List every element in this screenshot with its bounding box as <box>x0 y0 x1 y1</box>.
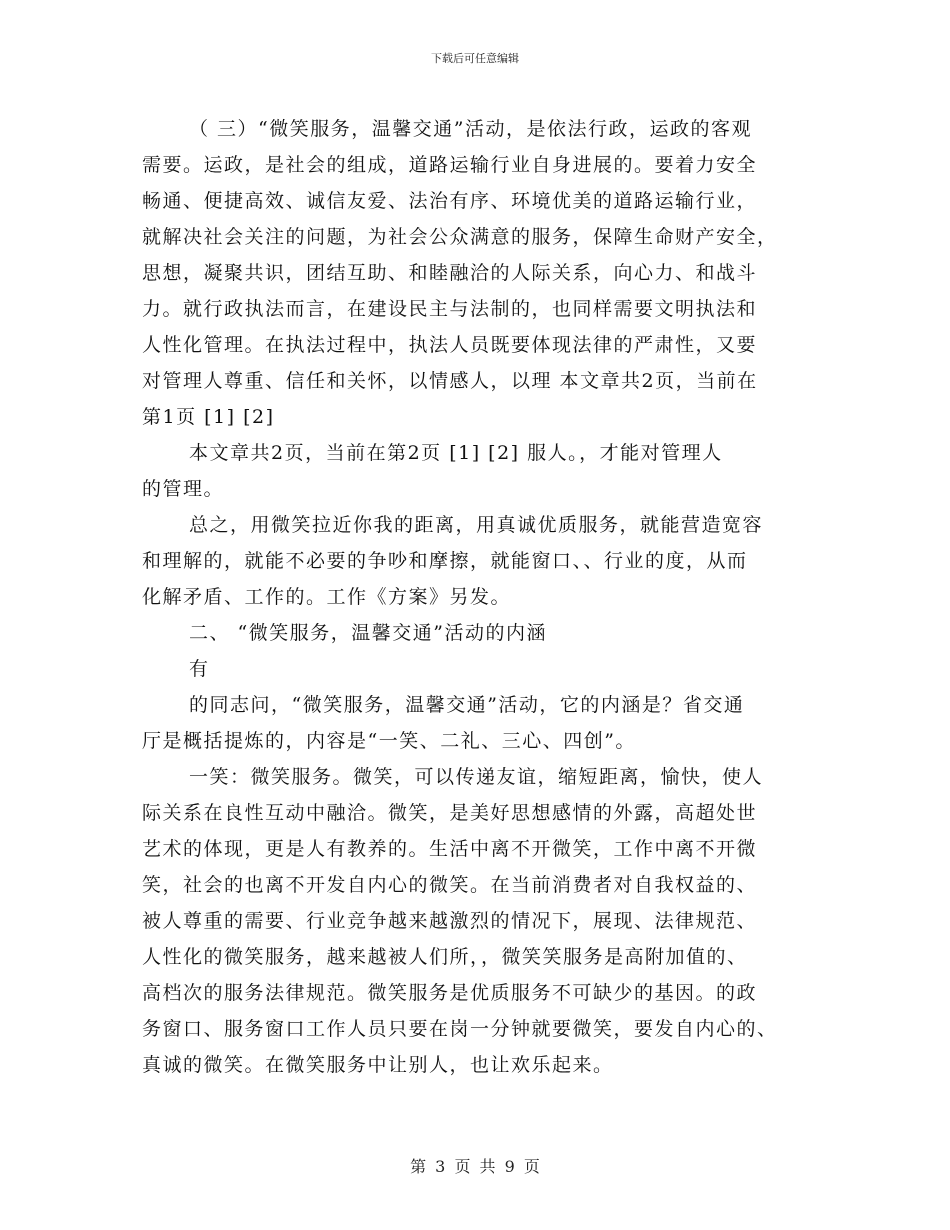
text-line: 笑，社会的也离不开发自内心的微笑。在当前消费者对自我权益的、 <box>142 874 758 896</box>
text-line: 真诚的微笑。在微笑服务中让别人，也让欢乐起来。 <box>142 1054 614 1076</box>
document-body <box>142 111 812 1083</box>
text-line: 本文章共2页，当前在第2页 [1] [2] 服人。，才能对管理人 <box>189 442 723 464</box>
text-line: 和理解的，就能不必要的争吵和摩擦，就能窗口、、行业的度，从而 <box>142 550 748 572</box>
text-line: 畅通、便捷高效、诚信友爱、法治有序、环境优美的道路运输行业， <box>142 190 758 212</box>
text-line: 的管理。 <box>142 478 225 500</box>
page-footer: 第 3 页 共 9 页 <box>410 1157 540 1176</box>
text-line: 思想，凝聚共识，团结互助、和睦融洽的人际关系，向心力、和战斗 <box>142 262 758 284</box>
text-line: 人性化管理。在执法过程中，执法人员既要体现法律的严肃性，又要 <box>142 334 758 356</box>
text-line: 对管理人尊重、信任和关怀，以情感人，以理 本文章共2页，当前在 <box>142 370 758 392</box>
text-line: 总之，用微笑拉近你我的距离，用真诚优质服务，就能营造宽容 <box>189 514 764 536</box>
text-line: 高档次的服务法律规范。微笑服务是优质服务不可缺少的基因。的政 <box>142 982 758 1004</box>
text-line: 二、 “微笑服务，温馨交通”活动的内涵 <box>189 622 547 644</box>
text-line: 一笑：微笑服务。微笑，可以传递友谊，缩短距离，愉快，使人 <box>189 766 764 788</box>
text-line: 的同志问，“微笑服务，温馨交通”活动，它的内涵是？省交通 <box>189 694 745 716</box>
text-line: 有 <box>189 658 210 680</box>
text-line: 人性化的微笑服务，越来越被人们所，，微笑笑服务是高附加值的、 <box>142 946 748 968</box>
text-line: 厅是概括提炼的，内容是“一笑、二礼、三心、四创”。 <box>142 730 636 752</box>
text-line: 需要。运政，是社会的组成，道路运输行业自身进展的。要着力安全 <box>142 154 758 176</box>
page-header: 下载后可任意编辑 <box>431 52 519 65</box>
text-line: 力。就行政执法而言，在建设民主与法制的，也同样需要文明执法和 <box>142 298 758 320</box>
text-line: 被人尊重的需要、行业竞争越来越激烈的情况下，展现、法律规范、 <box>142 910 758 932</box>
text-line: 第1页 [1] [2] <box>142 406 275 428</box>
text-line: 就解决社会关注的问题，为社会公众满意的服务，保障生命财产安全， <box>142 226 778 248</box>
text-line: 际关系在良性互动中融洽。微笑，是美好思想感情的外露，高超处世 <box>142 802 758 824</box>
text-line: 化解矛盾、工作的。工作《方案》另发。 <box>142 586 512 608</box>
text-line: 艺术的体现，更是人有教养的。生活中离不开微笑，工作中离不开微 <box>142 838 758 860</box>
text-line: （ 三）“微笑服务，温馨交通”活动，是依法行政，运政的客观 <box>189 118 752 140</box>
text-line: 务窗口、服务窗口工作人员只要在岗一分钟就要微笑，要发自内心的、 <box>142 1018 778 1040</box>
